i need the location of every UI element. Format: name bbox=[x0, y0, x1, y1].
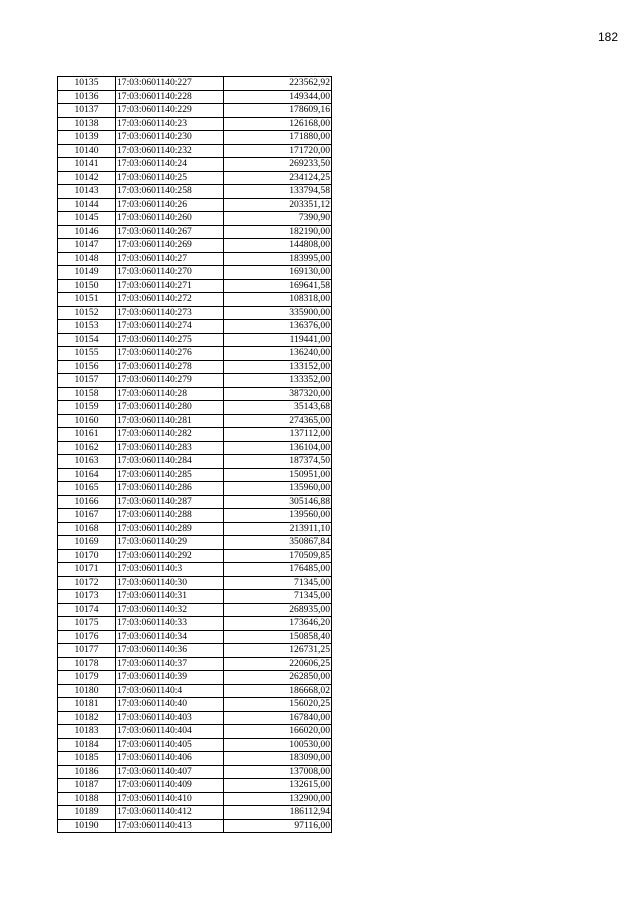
value-cell: 186112,94 bbox=[224, 806, 332, 820]
table-row bbox=[58, 414, 332, 428]
table-row bbox=[58, 522, 332, 536]
cadastral-number-cell: 17:03:0601140:229 bbox=[116, 104, 224, 118]
value-cell: 173646,20 bbox=[224, 617, 332, 631]
row-number-cell: 10140 bbox=[58, 144, 116, 158]
row-number-cell: 10156 bbox=[58, 360, 116, 374]
value-cell: 136376,00 bbox=[224, 320, 332, 334]
value-cell: 137112,00 bbox=[224, 428, 332, 442]
table-row bbox=[58, 671, 332, 685]
cadastral-number-cell: 17:03:0601140:23 bbox=[116, 117, 224, 131]
row-number-cell: 10188 bbox=[58, 792, 116, 806]
cadastral-number-cell: 17:03:0601140:27 bbox=[116, 252, 224, 266]
value-cell: 187374,50 bbox=[224, 455, 332, 469]
cadastral-number-cell: 17:03:0601140:39 bbox=[116, 671, 224, 685]
cadastral-number-cell: 17:03:0601140:4 bbox=[116, 684, 224, 698]
table-row bbox=[58, 536, 332, 550]
value-cell: 71345,00 bbox=[224, 576, 332, 590]
row-number-cell: 10153 bbox=[58, 320, 116, 334]
table-row bbox=[58, 225, 332, 239]
value-cell: 176485,00 bbox=[224, 563, 332, 577]
table-row bbox=[58, 752, 332, 766]
value-cell: 305146,88 bbox=[224, 495, 332, 509]
cadastral-number-cell: 17:03:0601140:283 bbox=[116, 441, 224, 455]
row-number-cell: 10135 bbox=[58, 77, 116, 91]
cadastral-number-cell: 17:03:0601140:403 bbox=[116, 711, 224, 725]
table-row bbox=[58, 576, 332, 590]
value-cell: 133352,00 bbox=[224, 374, 332, 388]
row-number-cell: 10144 bbox=[58, 198, 116, 212]
row-number-cell: 10155 bbox=[58, 347, 116, 361]
table-row bbox=[58, 117, 332, 131]
value-cell: 171880,00 bbox=[224, 131, 332, 145]
row-number-cell: 10157 bbox=[58, 374, 116, 388]
table-row bbox=[58, 725, 332, 739]
table-row bbox=[58, 239, 332, 253]
row-number-cell: 10186 bbox=[58, 765, 116, 779]
value-cell: 150858,40 bbox=[224, 630, 332, 644]
cadastral-number-cell: 17:03:0601140:407 bbox=[116, 765, 224, 779]
table-row bbox=[58, 590, 332, 604]
row-number-cell: 10163 bbox=[58, 455, 116, 469]
row-number-cell: 10171 bbox=[58, 563, 116, 577]
table-row bbox=[58, 374, 332, 388]
cadastral-number-cell: 17:03:0601140:3 bbox=[116, 563, 224, 577]
cadastral-number-cell: 17:03:0601140:267 bbox=[116, 225, 224, 239]
table-row bbox=[58, 603, 332, 617]
row-number-cell: 10183 bbox=[58, 725, 116, 739]
value-cell: 171720,00 bbox=[224, 144, 332, 158]
row-number-cell: 10190 bbox=[58, 819, 116, 833]
cadastral-number-cell: 17:03:0601140:40 bbox=[116, 698, 224, 712]
cadastral-number-cell: 17:03:0601140:274 bbox=[116, 320, 224, 334]
page-number: 182 bbox=[597, 30, 618, 44]
row-number-cell: 10141 bbox=[58, 158, 116, 172]
table-row bbox=[58, 792, 332, 806]
cadastral-number-cell: 17:03:0601140:227 bbox=[116, 77, 224, 91]
row-number-cell: 10189 bbox=[58, 806, 116, 820]
cadastral-number-cell: 17:03:0601140:405 bbox=[116, 738, 224, 752]
cadastral-number-cell: 17:03:0601140:29 bbox=[116, 536, 224, 550]
data-table bbox=[57, 76, 332, 833]
value-cell: 183995,00 bbox=[224, 252, 332, 266]
row-number-cell: 10175 bbox=[58, 617, 116, 631]
table-row bbox=[58, 644, 332, 658]
value-cell: 7390,90 bbox=[224, 212, 332, 226]
cadastral-number-cell: 17:03:0601140:228 bbox=[116, 90, 224, 104]
cadastral-number-cell: 17:03:0601140:410 bbox=[116, 792, 224, 806]
cadastral-number-cell: 17:03:0601140:406 bbox=[116, 752, 224, 766]
cadastral-number-cell: 17:03:0601140:409 bbox=[116, 779, 224, 793]
table-row bbox=[58, 698, 332, 712]
cadastral-number-cell: 17:03:0601140:258 bbox=[116, 185, 224, 199]
row-number-cell: 10158 bbox=[58, 387, 116, 401]
table-row bbox=[58, 549, 332, 563]
value-cell: 182190,00 bbox=[224, 225, 332, 239]
table-row bbox=[58, 711, 332, 725]
row-number-cell: 10166 bbox=[58, 495, 116, 509]
cadastral-number-cell: 17:03:0601140:278 bbox=[116, 360, 224, 374]
table-row bbox=[58, 212, 332, 226]
row-number-cell: 10147 bbox=[58, 239, 116, 253]
cadastral-number-cell: 17:03:0601140:276 bbox=[116, 347, 224, 361]
value-cell: 262850,00 bbox=[224, 671, 332, 685]
cadastral-number-cell: 17:03:0601140:275 bbox=[116, 333, 224, 347]
value-cell: 137008,00 bbox=[224, 765, 332, 779]
row-number-cell: 10137 bbox=[58, 104, 116, 118]
table-row bbox=[58, 347, 332, 361]
value-cell: 220606,25 bbox=[224, 657, 332, 671]
table-row bbox=[58, 333, 332, 347]
value-cell: 139560,00 bbox=[224, 509, 332, 523]
row-number-cell: 10177 bbox=[58, 644, 116, 658]
row-number-cell: 10187 bbox=[58, 779, 116, 793]
table-row bbox=[58, 320, 332, 334]
value-cell: 167840,00 bbox=[224, 711, 332, 725]
table-row bbox=[58, 428, 332, 442]
value-cell: 169641,58 bbox=[224, 279, 332, 293]
row-number-cell: 10184 bbox=[58, 738, 116, 752]
table-row bbox=[58, 401, 332, 415]
row-number-cell: 10148 bbox=[58, 252, 116, 266]
row-number-cell: 10154 bbox=[58, 333, 116, 347]
table-row bbox=[58, 495, 332, 509]
cadastral-number-cell: 17:03:0601140:413 bbox=[116, 819, 224, 833]
value-cell: 350867,84 bbox=[224, 536, 332, 550]
row-number-cell: 10138 bbox=[58, 117, 116, 131]
cadastral-number-cell: 17:03:0601140:37 bbox=[116, 657, 224, 671]
row-number-cell: 10149 bbox=[58, 266, 116, 280]
table-row bbox=[58, 158, 332, 172]
value-cell: 186668,02 bbox=[224, 684, 332, 698]
row-number-cell: 10172 bbox=[58, 576, 116, 590]
row-number-cell: 10161 bbox=[58, 428, 116, 442]
row-number-cell: 10152 bbox=[58, 306, 116, 320]
value-cell: 170509,85 bbox=[224, 549, 332, 563]
table-row bbox=[58, 779, 332, 793]
table-row bbox=[58, 90, 332, 104]
cadastral-number-cell: 17:03:0601140:280 bbox=[116, 401, 224, 415]
value-cell: 126731,25 bbox=[224, 644, 332, 658]
table-row bbox=[58, 563, 332, 577]
table-row bbox=[58, 360, 332, 374]
row-number-cell: 10136 bbox=[58, 90, 116, 104]
value-cell: 149344,00 bbox=[224, 90, 332, 104]
cadastral-number-cell: 17:03:0601140:292 bbox=[116, 549, 224, 563]
cadastral-number-cell: 17:03:0601140:36 bbox=[116, 644, 224, 658]
row-number-cell: 10181 bbox=[58, 698, 116, 712]
cadastral-number-cell: 17:03:0601140:281 bbox=[116, 414, 224, 428]
table-row bbox=[58, 77, 332, 91]
cadastral-number-cell: 17:03:0601140:33 bbox=[116, 617, 224, 631]
cadastral-number-cell: 17:03:0601140:31 bbox=[116, 590, 224, 604]
row-number-cell: 10178 bbox=[58, 657, 116, 671]
cadastral-number-cell: 17:03:0601140:272 bbox=[116, 293, 224, 307]
cadastral-number-cell: 17:03:0601140:230 bbox=[116, 131, 224, 145]
value-cell: 144808,00 bbox=[224, 239, 332, 253]
table-row bbox=[58, 684, 332, 698]
cadastral-number-cell: 17:03:0601140:412 bbox=[116, 806, 224, 820]
table-row bbox=[58, 765, 332, 779]
table-row bbox=[58, 617, 332, 631]
value-cell: 126168,00 bbox=[224, 117, 332, 131]
table-row bbox=[58, 455, 332, 469]
value-cell: 136104,00 bbox=[224, 441, 332, 455]
cadastral-number-cell: 17:03:0601140:273 bbox=[116, 306, 224, 320]
value-cell: 387320,00 bbox=[224, 387, 332, 401]
value-cell: 335900,00 bbox=[224, 306, 332, 320]
cadastral-number-cell: 17:03:0601140:26 bbox=[116, 198, 224, 212]
row-number-cell: 10162 bbox=[58, 441, 116, 455]
table-row bbox=[58, 468, 332, 482]
cadastral-number-cell: 17:03:0601140:25 bbox=[116, 171, 224, 185]
table-row bbox=[58, 738, 332, 752]
row-number-cell: 10150 bbox=[58, 279, 116, 293]
table-row bbox=[58, 104, 332, 118]
cadastral-number-cell: 17:03:0601140:282 bbox=[116, 428, 224, 442]
cadastral-number-cell: 17:03:0601140:24 bbox=[116, 158, 224, 172]
table-row bbox=[58, 657, 332, 671]
cadastral-number-cell: 17:03:0601140:288 bbox=[116, 509, 224, 523]
value-cell: 223562,92 bbox=[224, 77, 332, 91]
table-row bbox=[58, 144, 332, 158]
value-cell: 274365,00 bbox=[224, 414, 332, 428]
value-cell: 71345,00 bbox=[224, 590, 332, 604]
value-cell: 234124,25 bbox=[224, 171, 332, 185]
value-cell: 150951,00 bbox=[224, 468, 332, 482]
table-row bbox=[58, 279, 332, 293]
value-cell: 132900,00 bbox=[224, 792, 332, 806]
row-number-cell: 10185 bbox=[58, 752, 116, 766]
row-number-cell: 10143 bbox=[58, 185, 116, 199]
table-row bbox=[58, 806, 332, 820]
row-number-cell: 10180 bbox=[58, 684, 116, 698]
value-cell: 136240,00 bbox=[224, 347, 332, 361]
row-number-cell: 10179 bbox=[58, 671, 116, 685]
value-cell: 203351,12 bbox=[224, 198, 332, 212]
row-number-cell: 10151 bbox=[58, 293, 116, 307]
row-number-cell: 10170 bbox=[58, 549, 116, 563]
row-number-cell: 10145 bbox=[58, 212, 116, 226]
table-row bbox=[58, 293, 332, 307]
row-number-cell: 10139 bbox=[58, 131, 116, 145]
table-row bbox=[58, 819, 332, 833]
cadastral-number-cell: 17:03:0601140:34 bbox=[116, 630, 224, 644]
cadastral-number-cell: 17:03:0601140:289 bbox=[116, 522, 224, 536]
table-row bbox=[58, 630, 332, 644]
row-number-cell: 10174 bbox=[58, 603, 116, 617]
value-cell: 119441,00 bbox=[224, 333, 332, 347]
cadastral-number-cell: 17:03:0601140:286 bbox=[116, 482, 224, 496]
value-cell: 269233,50 bbox=[224, 158, 332, 172]
cadastral-number-cell: 17:03:0601140:30 bbox=[116, 576, 224, 590]
value-cell: 156020,25 bbox=[224, 698, 332, 712]
value-cell: 35143,68 bbox=[224, 401, 332, 415]
value-cell: 97116,00 bbox=[224, 819, 332, 833]
cadastral-number-cell: 17:03:0601140:232 bbox=[116, 144, 224, 158]
row-number-cell: 10167 bbox=[58, 509, 116, 523]
row-number-cell: 10168 bbox=[58, 522, 116, 536]
value-cell: 213911,10 bbox=[224, 522, 332, 536]
value-cell: 133152,00 bbox=[224, 360, 332, 374]
row-number-cell: 10142 bbox=[58, 171, 116, 185]
row-number-cell: 10173 bbox=[58, 590, 116, 604]
cadastral-number-cell: 17:03:0601140:287 bbox=[116, 495, 224, 509]
value-cell: 268935,00 bbox=[224, 603, 332, 617]
cadastral-number-cell: 17:03:0601140:28 bbox=[116, 387, 224, 401]
value-cell: 178609,16 bbox=[224, 104, 332, 118]
row-number-cell: 10146 bbox=[58, 225, 116, 239]
row-number-cell: 10160 bbox=[58, 414, 116, 428]
row-number-cell: 10176 bbox=[58, 630, 116, 644]
cadastral-number-cell: 17:03:0601140:260 bbox=[116, 212, 224, 226]
row-number-cell: 10182 bbox=[58, 711, 116, 725]
value-cell: 132615,00 bbox=[224, 779, 332, 793]
table-row bbox=[58, 441, 332, 455]
table-row bbox=[58, 198, 332, 212]
value-cell: 108318,00 bbox=[224, 293, 332, 307]
table-body bbox=[58, 77, 332, 833]
table-row bbox=[58, 482, 332, 496]
table-row bbox=[58, 509, 332, 523]
cadastral-number-cell: 17:03:0601140:404 bbox=[116, 725, 224, 739]
cadastral-number-cell: 17:03:0601140:269 bbox=[116, 239, 224, 253]
value-cell: 166020,00 bbox=[224, 725, 332, 739]
table-row bbox=[58, 171, 332, 185]
row-number-cell: 10169 bbox=[58, 536, 116, 550]
cadastral-number-cell: 17:03:0601140:271 bbox=[116, 279, 224, 293]
row-number-cell: 10159 bbox=[58, 401, 116, 415]
table-row bbox=[58, 387, 332, 401]
table-row bbox=[58, 266, 332, 280]
table-row bbox=[58, 252, 332, 266]
value-cell: 100530,00 bbox=[224, 738, 332, 752]
cadastral-number-cell: 17:03:0601140:270 bbox=[116, 266, 224, 280]
value-cell: 183090,00 bbox=[224, 752, 332, 766]
cadastral-number-cell: 17:03:0601140:279 bbox=[116, 374, 224, 388]
table-row bbox=[58, 185, 332, 199]
value-cell: 135960,00 bbox=[224, 482, 332, 496]
cadastral-number-cell: 17:03:0601140:285 bbox=[116, 468, 224, 482]
table-row bbox=[58, 131, 332, 145]
cadastral-number-cell: 17:03:0601140:32 bbox=[116, 603, 224, 617]
row-number-cell: 10164 bbox=[58, 468, 116, 482]
table-row bbox=[58, 306, 332, 320]
value-cell: 169130,00 bbox=[224, 266, 332, 280]
cadastral-number-cell: 17:03:0601140:284 bbox=[116, 455, 224, 469]
row-number-cell: 10165 bbox=[58, 482, 116, 496]
value-cell: 133794,58 bbox=[224, 185, 332, 199]
